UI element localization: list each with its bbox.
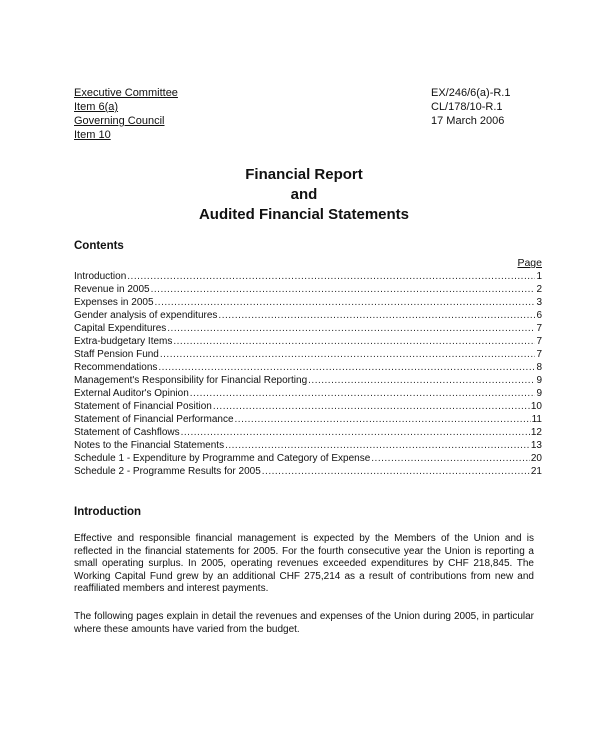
toc-entry-page: 13 <box>530 440 542 451</box>
toc-leader-dots <box>151 283 535 296</box>
toc-entry-label: Notes to the Financial Statements <box>74 440 225 451</box>
toc-entry-page: 7 <box>536 323 542 334</box>
toc-entry-label: Schedule 2 - Programme Results for 2005 <box>74 466 261 477</box>
toc-leader-dots <box>213 400 530 413</box>
toc-leader-dots <box>127 270 535 283</box>
introduction-paragraph-2: The following pages explain in detail the revenues and expenses of the Union during 2005, in particular where these amounts have varied from the budget. <box>74 611 534 635</box>
toc-entry[interactable] <box>74 348 542 361</box>
toc-leader-dots <box>173 335 535 348</box>
document-reference: EX/246/6(a)-R.1 <box>431 87 511 99</box>
toc-leader-dots <box>308 374 535 387</box>
toc-entry-page: 8 <box>536 362 542 373</box>
toc-entry[interactable] <box>74 413 542 426</box>
toc-entry-label: Gender analysis of expenditures <box>74 310 218 321</box>
toc-entry[interactable] <box>74 322 542 335</box>
toc-leader-dots <box>160 348 535 361</box>
toc-entry[interactable] <box>74 270 542 283</box>
toc-leader-dots <box>167 322 535 335</box>
toc-entry[interactable] <box>74 283 542 296</box>
toc-entry[interactable] <box>74 426 542 439</box>
toc-entry-page: 11 <box>531 414 542 425</box>
toc-entry-label: Revenue in 2005 <box>74 284 150 295</box>
toc-leader-dots <box>190 387 535 400</box>
toc-entry-page: 10 <box>530 401 542 412</box>
toc-entry-label: Schedule 1 - Expenditure by Programme and Category of Expense <box>74 453 371 464</box>
header-left-line: Executive Committee <box>74 87 178 99</box>
toc-leader-dots <box>235 413 531 426</box>
toc-leader-dots <box>262 465 530 478</box>
toc-entry-page: 9 <box>536 388 542 399</box>
header-left-line: Item 10 <box>74 129 111 141</box>
toc-leader-dots <box>218 309 535 322</box>
toc-entry[interactable] <box>74 296 542 309</box>
toc-entry-label: Staff Pension Fund <box>74 349 159 360</box>
toc-entry-page: 12 <box>530 427 542 438</box>
toc-entry-label: Statement of Cashflows <box>74 427 180 438</box>
toc-entry[interactable] <box>74 400 542 413</box>
header-right <box>431 86 510 128</box>
toc-entry[interactable] <box>74 335 542 348</box>
title-line-1: Financial Report <box>245 166 363 183</box>
toc-entry-page: 7 <box>536 336 542 347</box>
toc-entry-page: 1 <box>536 271 542 282</box>
page-column-heading: Page <box>517 257 542 269</box>
toc-entry-label: Capital Expenditures <box>74 323 167 334</box>
toc-leader-dots <box>155 296 535 309</box>
toc-entry-page: 2 <box>536 284 542 295</box>
toc-entry-label: Extra-budgetary Items <box>74 336 173 347</box>
toc-entry[interactable] <box>74 465 542 478</box>
introduction-paragraph-1: Effective and responsible financial management is expected by the Members of the Union and is reflected in the financial statements for 2005. For the fourth consecutive year the Union is reporting a small operating surplus. In 2005, operating revenues exceeded expenditures by CHF 218,845. The Working Capital Fund grew by an additional CHF 275,214 as a result of contributions from new and reaffiliated members and interest payments. <box>74 533 534 595</box>
toc-entry-label: External Auditor's Opinion <box>74 388 189 399</box>
toc-entry[interactable] <box>74 374 542 387</box>
toc-leader-dots <box>181 426 530 439</box>
contents-heading: Contents <box>74 240 124 252</box>
toc-entry-label: Recommendations <box>74 362 158 373</box>
toc-entry-page: 7 <box>536 349 542 360</box>
title-line-3: Audited Financial Statements <box>198 206 410 223</box>
document-reference: CL/178/10-R.1 <box>431 101 503 113</box>
document-title <box>0 165 600 225</box>
toc-entry-page: 21 <box>530 466 542 477</box>
toc-entry-page: 9 <box>536 375 542 386</box>
toc-entry-page: 3 <box>536 297 542 308</box>
toc-entry[interactable] <box>74 439 542 452</box>
toc-entry-label: Expenses in 2005 <box>74 297 154 308</box>
introduction-heading: Introduction <box>74 506 142 518</box>
title-line-2: and <box>290 186 318 203</box>
header-left <box>74 86 178 142</box>
toc-entry-label: Introduction <box>74 271 127 282</box>
header-left-line: Item 6(a) <box>74 101 119 113</box>
toc-entry-label: Statement of Financial Position <box>74 401 212 412</box>
header-left-line: Governing Council <box>74 115 165 127</box>
toc-leader-dots <box>225 439 530 452</box>
toc-entry-label: Management's Responsibility for Financial Reporting <box>74 375 308 386</box>
toc-leader-dots <box>371 452 530 465</box>
toc-entry[interactable] <box>74 361 542 374</box>
toc-entry[interactable] <box>74 309 542 322</box>
toc-entry[interactable] <box>74 387 542 400</box>
table-of-contents <box>74 270 542 478</box>
toc-entry-page: 20 <box>530 453 542 464</box>
toc-entry-label: Statement of Financial Performance <box>74 414 234 425</box>
toc-entry[interactable] <box>74 452 542 465</box>
toc-leader-dots <box>158 361 535 374</box>
document-date: 17 March 2006 <box>431 115 505 127</box>
toc-entry-page: 6 <box>536 310 542 321</box>
